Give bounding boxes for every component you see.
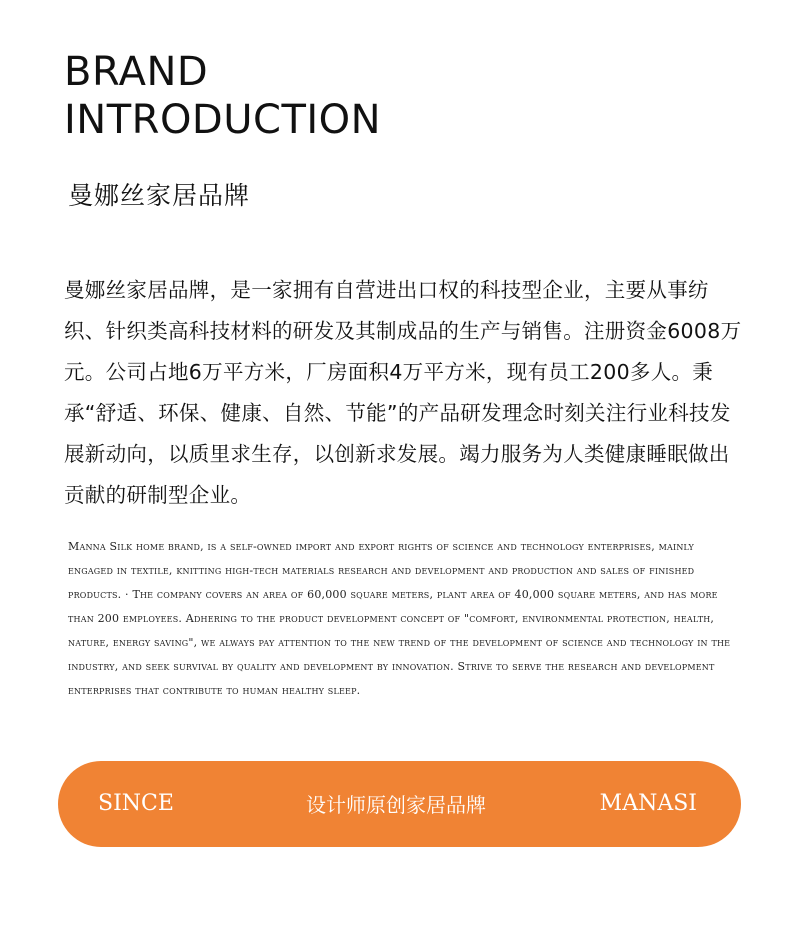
banner-brand-label: MANASI xyxy=(599,791,697,816)
brand-name-cn: 曼娜丝家居品牌 xyxy=(68,181,251,210)
banner-tagline: 设计师原创家居品牌 xyxy=(306,793,486,817)
intro-paragraph-cn: 曼娜丝家居品牌，是一家拥有自营进出口权的科技型企业，主要从事纺织、针织类高科技材料的研发及其制成品的生产与销售。注册资金6008万元。公司占地6万平方米，厂房面积4万平方米，现有员工200多人。秉承“舒适、环保、健康、自然、节能”的产品研发理念时刻关注行业科技发展新动向，以质里求生存，以创新求发展。竭力服务为人类健康睡眠做出贡献的研制型企业。 xyxy=(64,278,742,507)
banner-since-label: SINCE xyxy=(98,791,174,816)
title-line-brand: BRAND xyxy=(64,49,209,95)
intro-paragraph-en: Manna Silk home brand, is a self-owned import and export rights of science and technology enterprises, mainly engaged in textile, knitting high-tech materials research and development and production and sales of finished products. · The company covers an area of 60,000 square meters, plant area of 40,000 square meters, and has more than 200 employees. Adhering to the product development concept of "comfort, environmental protection, health, nature, energy saving", we always pay attention to the new trend of the development of science and technology in the industry, and seek survival by quality and development by innovation. Strive to serve the research and development enterprises that contribute to human healthy sleep. xyxy=(68,540,731,697)
title-line-introduction: INTRODUCTION xyxy=(64,97,382,143)
brand-banner xyxy=(58,761,741,847)
page-title xyxy=(64,48,381,144)
